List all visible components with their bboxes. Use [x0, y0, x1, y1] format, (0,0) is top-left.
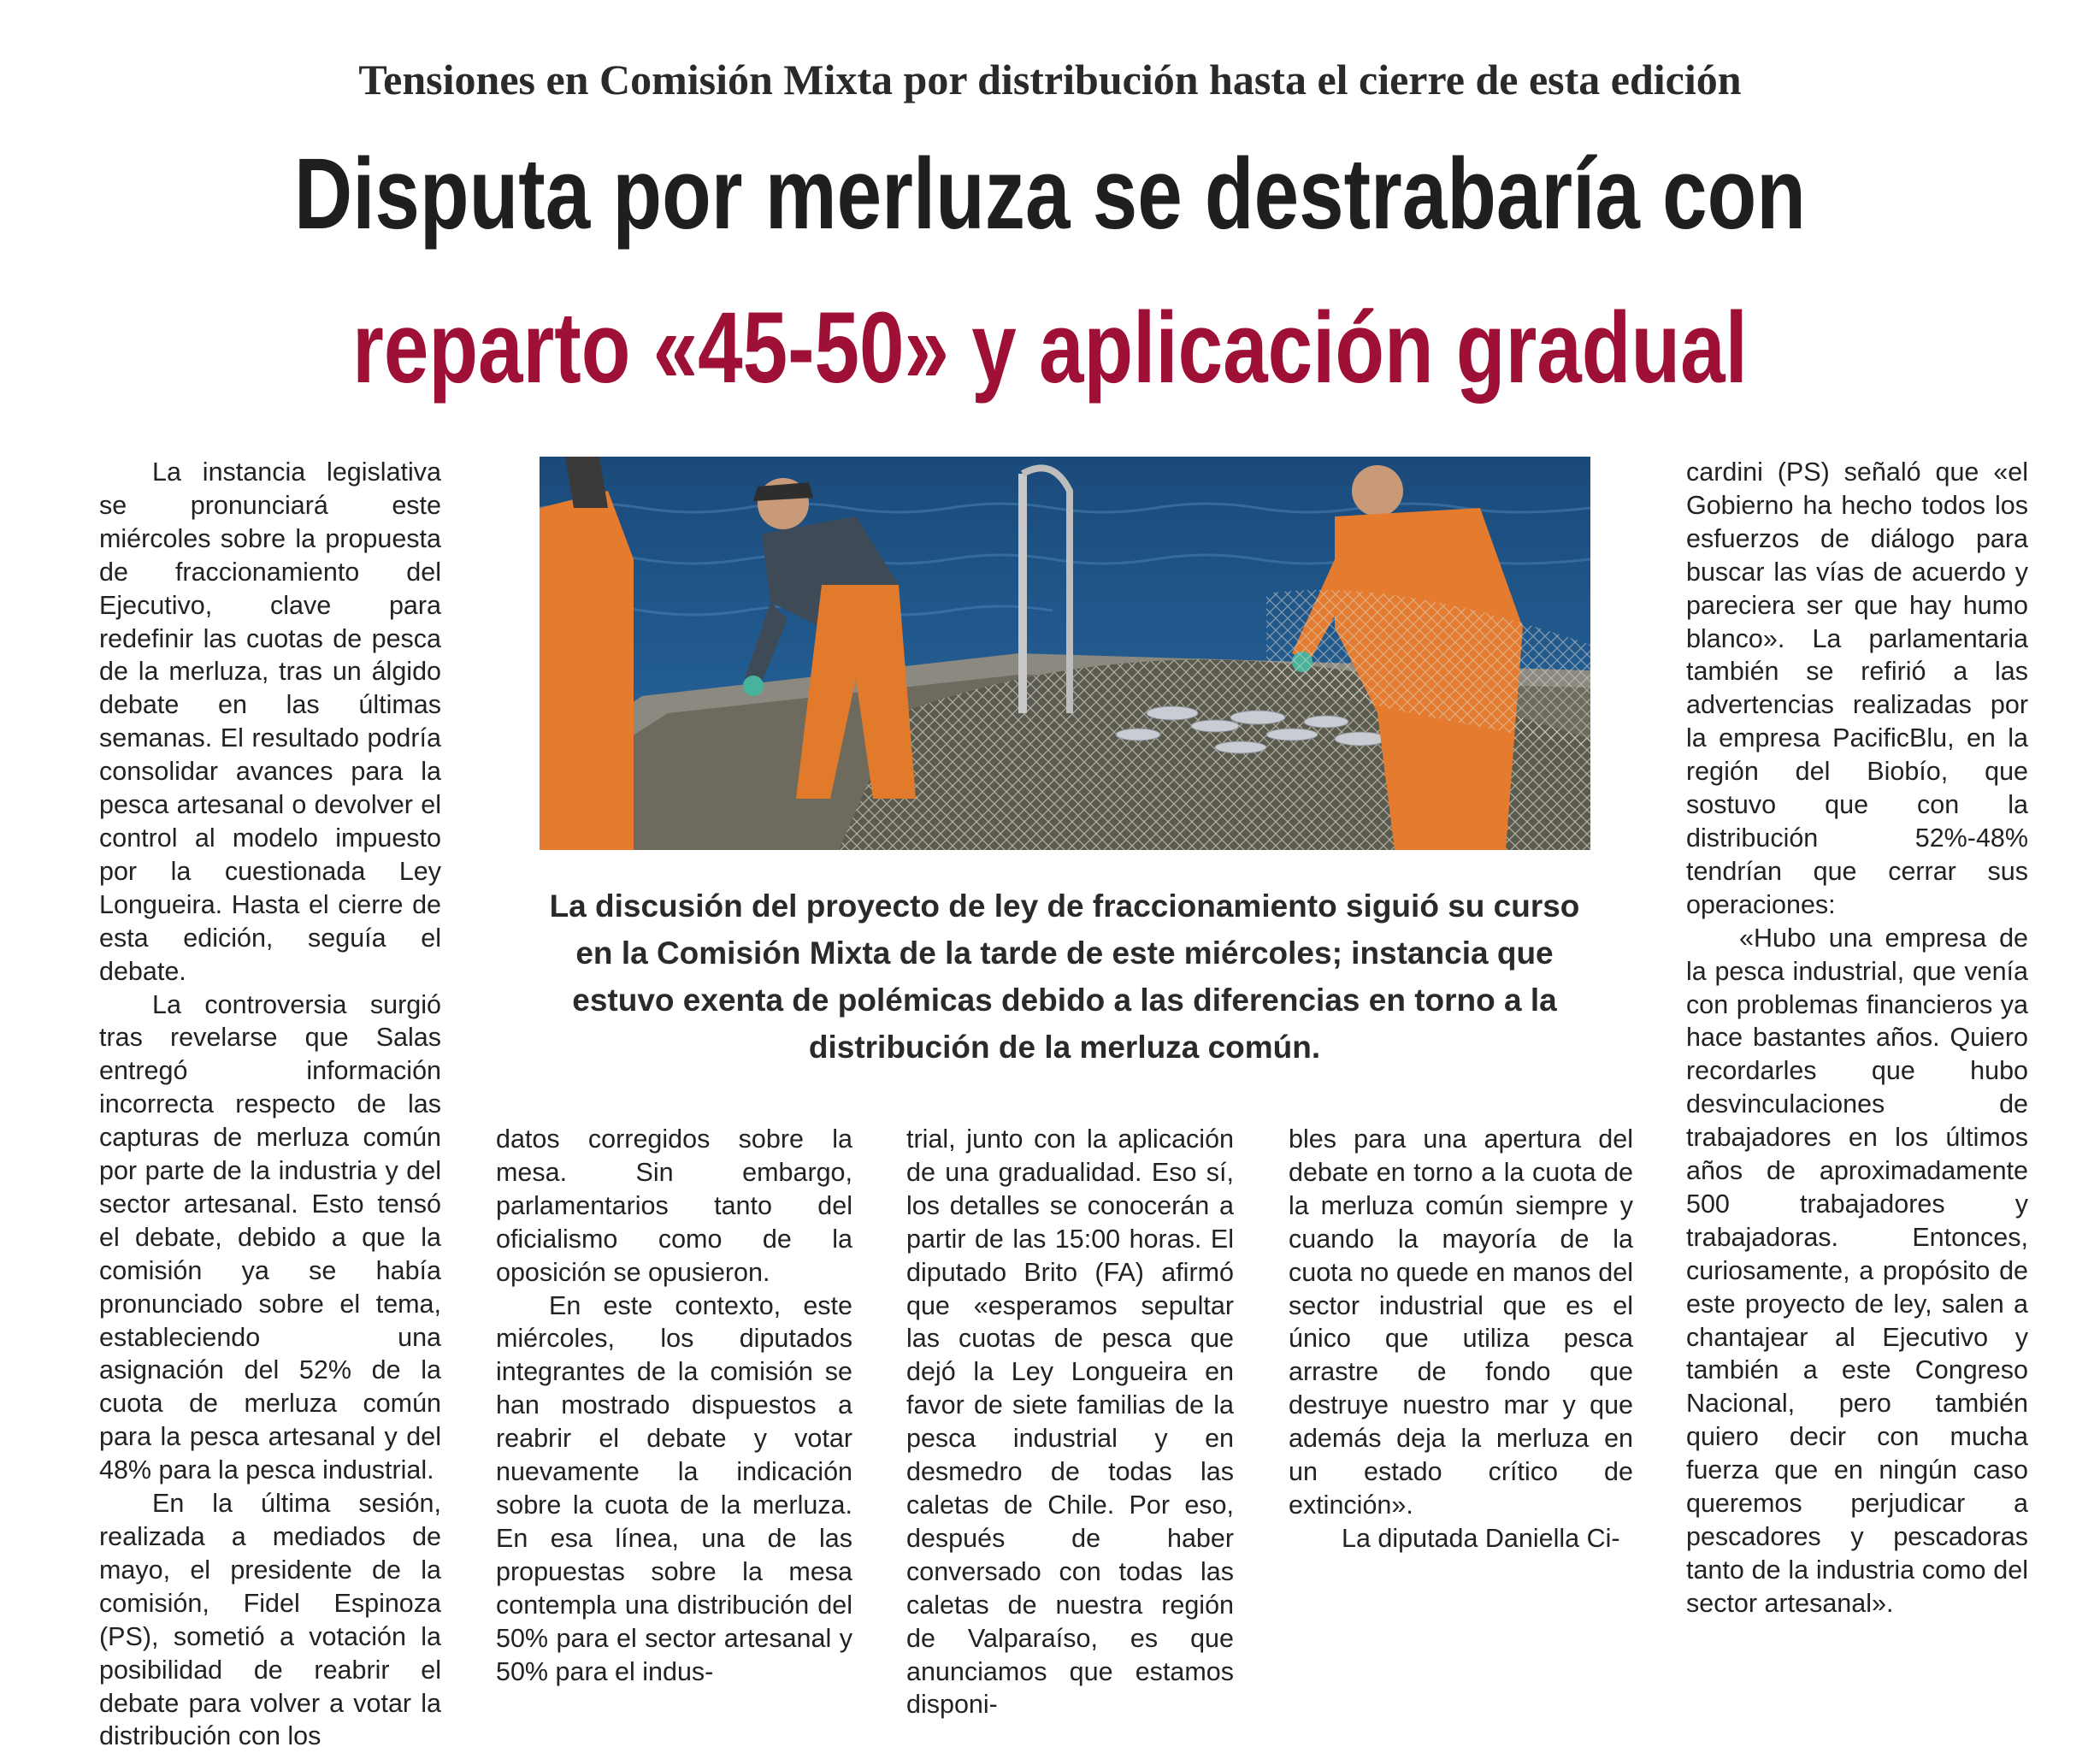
- paragraph: En este contexto, este miércoles, los diputados integrantes de la comisión se han mostrado dispuestos a reabrir el debate y votar nuevamente la indicación sobre la cuota de la merluza. En esa línea, una de las propuestas sobre la mesa contempla una distribución del 50% para el sector artesanal y 50% para el indus-: [496, 1290, 852, 1686]
- paragraph: cardini (PS) señaló que «el Gobierno ha hecho todos los esfuerzos de diálogo para buscar las vías de acuerdo y pareciera ser que hay humo blanco». La parlamentaria también se refirió a las advertencias realizadas por la empresa PacificBlu, en la región del Biobío, que sostuvo que con la distribución 52%-48% tendrían que cerrar sus operaciones:: [1686, 457, 2028, 919]
- article-column-1: [99, 456, 441, 1753]
- paragraph: trial, junto con la aplicación de una gradualidad. Eso sí, los detalles se conocerán a partir de las 15:00 horas. El diputado Brito (FA) afirmó que «esperamos sepultar las cuotas de pesca que dejó la Ley Longueira en favor de siete familias de la pesca industrial y en desmedro de todas las caletas de Chile. Por eso, después de haber conversado con todas las caletas de nuestra región de Valparaíso, es que anunciamos que estamos disponi-: [906, 1124, 1234, 1720]
- photo-caption: La discusión del proyecto de ley de fraccionamiento siguió su curso en la Comisión Mixta de la tarde de este miércoles; instancia que estuvo exenta de polémicas debido a las diferencias en torno a la distribución de la merluza común.: [549, 888, 1580, 1065]
- paragraph: La controversia surgió tras revelarse que Salas entregó información incorrecta respecto de las capturas de merluza común por parte de la industria y del sector artesanal. Esto tensó el debate, debido a que la comisión ya se había pronunciado sobre el tema, estableciendo una asignación del 52% de la cuota de merluza común para la pesca artesanal y del 48% para la pesca industrial.: [99, 989, 441, 1485]
- headline-line-2: reparto «45-50» y aplicación gradual: [352, 292, 1748, 404]
- article-column-3: [906, 1123, 1234, 1721]
- fishing-boat-photo: [540, 457, 1590, 850]
- article-column-2: [496, 1123, 852, 1688]
- article-column-5: [1686, 456, 2028, 1620]
- paragraph: «Hubo una empresa de la pesca industrial, que venía con problemas financieros ya hace bastantes años. Quiero recordarles que hubo desvinculaciones de trabajadores en los últimos años de aproximadamente 500 trabajadores y trabajadoras. Entonces, curiosamente, a propósito de este proyecto de ley, salen a chantajear al Ejecutivo y también a este Congreso Nacional, pero también quiero decir con mucha fuerza que en ningún caso queremos perjudicar a pescadores y pescadoras tanto de la industria como del sector artesanal».: [1686, 923, 2028, 1618]
- headline-line-1: Disputa por merluza se destrabaría con: [294, 138, 1806, 251]
- paragraph: datos corregidos sobre la mesa. Sin embargo, parlamentarios tanto del oficialismo como de la oposición se opusieron.: [496, 1124, 852, 1287]
- paragraph: bles para una apertura del debate en torno a la cuota de la merluza común siempre y cuando la mayoría de la cuota no quede en manos del sector industrial que es el único que utiliza pesca arrastre de fondo que destruye nuestro mar y que además deja la merluza en un estado crítico de extinción».: [1289, 1124, 1633, 1520]
- article-column-4: [1289, 1123, 1633, 1555]
- paragraph: La instancia legislativa se pronunciará este miércoles sobre la propuesta de fraccionamiento del Ejecutivo, clave para redefinir las cuotas de pesca de la merluza, tras un álgido debate en las últimas semanas. El resultado podría consolidar avances para la pesca artesanal o devolver el control al modelo impuesto por la cuestionada Ley Longueira. Hasta el cierre de esta edición, seguía el debate.: [99, 457, 441, 986]
- paragraph: La diputada Daniella Ci-: [1342, 1523, 1620, 1553]
- article-kicker: Tensiones en Comisión Mixta por distribución hasta el cierre de esta edición: [358, 56, 1742, 103]
- paragraph: En la última sesión, realizada a mediados de mayo, el presidente de la comisión, Fidel Espinoza (PS), sometió a votación la posibilidad de reabrir el debate para volver a votar la distribución con los: [99, 1489, 441, 1751]
